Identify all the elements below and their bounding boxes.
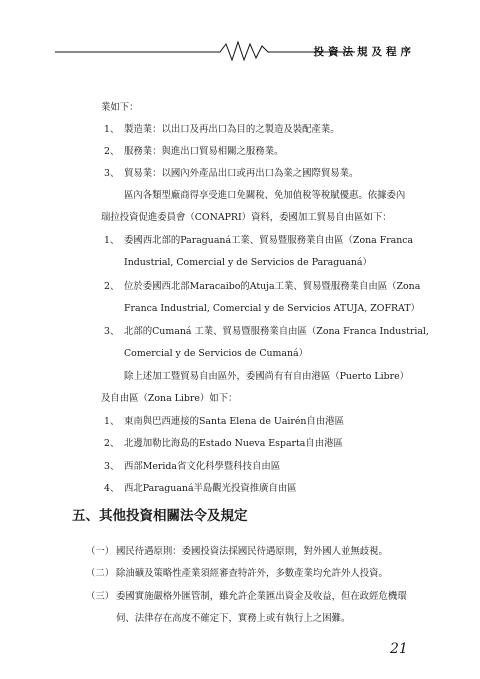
list-item-text: 服務業：與進出口貿易相關之服務業。 (124, 146, 284, 157)
paragraph-line: 瑞拉投資促進委員會（CONAPRI）資料，委國加工貿易自由區如下： (101, 212, 392, 223)
list-item-text: 委國實施嚴格外匯管制，雖允許企業匯出資金及收益，但在政經危機環 (116, 591, 407, 602)
heartbeat-line-decoration (55, 38, 355, 64)
list-number: 3、 (104, 326, 120, 337)
list-number: （一） (86, 546, 115, 557)
paragraph-line: 區內各類型廠商得享受進口免關稅、免加值稅等稅賦優惠。依據委內 (124, 190, 406, 201)
header-title: 投資法規及程序 (313, 46, 415, 58)
section-heading: 五、其他投資相關法令及規定 (72, 508, 248, 524)
list-number: 2、 (104, 281, 120, 292)
list-item-text: 西部Merida省文化科學暨科技自由區 (124, 461, 281, 472)
list-item-continuation: 伺、法律存在高度不確定下，實務上或有執行上之困難。 (116, 613, 351, 624)
list-number: 3、 (104, 168, 120, 179)
list-item-text: 製造業：以出口及再出口為目的之製造及裝配產業。 (124, 124, 340, 135)
list-item-text: 北邊加勒比海島的Estado Nueva Esparta自由港區 (124, 438, 343, 449)
page-number: 21 (390, 641, 408, 657)
list-item-text: 貿易業：以國內外產品出口或再出口為業之國際貿易業。 (124, 168, 359, 179)
list-item-text: 位於委國西北部Maracaibo的Atuja工業、貿易暨服務業自由區（Zona (124, 281, 421, 292)
intro-text: 業如下： (101, 102, 139, 113)
list-number: （二） (86, 568, 115, 579)
list-number: （三） (86, 591, 115, 602)
list-number: 1、 (104, 235, 120, 246)
list-number: 2、 (104, 438, 120, 449)
list-item-text: 國民待遇原則：委國投資法採國民待遇原則，對外國人並無歧視。 (116, 546, 388, 557)
list-item-text: 北部的Cumaná 工業、貿易暨服務業自由區（Zona Franca Industrial, (124, 326, 429, 337)
list-number: 1、 (104, 124, 120, 135)
list-item-text: 西北Paraguaná半島觀光投資推廣自由區 (124, 483, 297, 494)
list-number: 2、 (104, 146, 120, 157)
list-item-text: 委國西北部的Paraguaná工業、貿易暨服務業自由區（Zona Franca (124, 235, 414, 246)
list-item-continuation: Industrial, Comercial y de Servicios de Paraguaná） (124, 257, 372, 268)
list-item-continuation: Comercial y de Servicios de Cumaná） (124, 348, 309, 359)
list-item-text: 東南與巴西連接的Santa Elena de Uairén自由港區 (124, 416, 344, 427)
list-item-text: 除油礦及策略性產業須經審查特許外，多數產業均允許外人投資。 (116, 568, 388, 579)
list-item-continuation: Franca Industrial, Comercial y de Servicios ATUJA, ZOFRAT） (124, 303, 420, 314)
list-number: 3、 (104, 461, 120, 472)
paragraph-line: 及自由區（Zona Libre）如下： (101, 393, 238, 404)
list-number: 4、 (104, 483, 120, 494)
running-header (55, 38, 417, 64)
list-number: 1、 (104, 416, 120, 427)
paragraph-line: 除上述加工暨貿易自由區外，委國尚有有自由港區（Puerto Libre） (124, 371, 410, 382)
